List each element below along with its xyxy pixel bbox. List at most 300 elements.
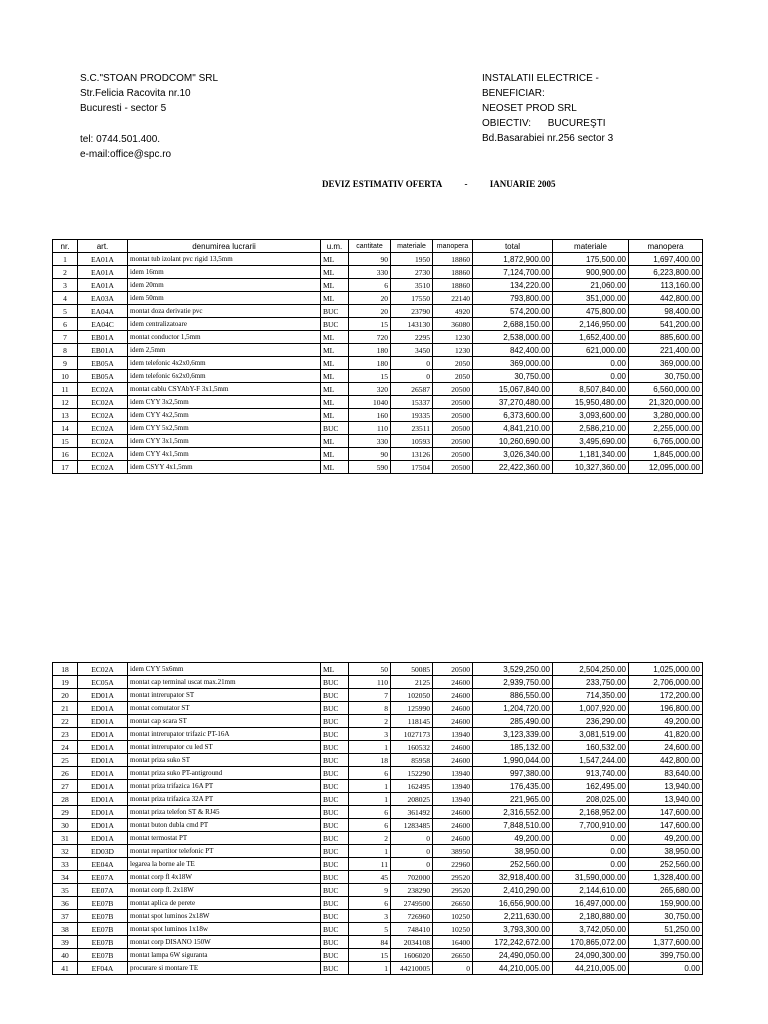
table-row bbox=[53, 871, 703, 884]
cell-unit-material: 1606020 bbox=[391, 949, 433, 962]
client-line-1: INSTALATII ELECTRICE - bbox=[482, 73, 599, 84]
cell-unit-labor: 24600 bbox=[433, 806, 473, 819]
cell-nr: 12 bbox=[53, 396, 78, 409]
cell-unit-material: 19335 bbox=[391, 409, 433, 422]
cell-quantity: 90 bbox=[349, 253, 391, 266]
cell-labor-total: 147,600.00 bbox=[629, 806, 703, 819]
cell-unit-labor: 20500 bbox=[433, 409, 473, 422]
cell-nr: 29 bbox=[53, 806, 78, 819]
cell-total: 285,490.00 bbox=[473, 715, 553, 728]
col-denumirea: denumirea lucrarii bbox=[128, 240, 321, 253]
cell-unit-labor: 0 bbox=[433, 962, 473, 975]
table-row bbox=[53, 715, 703, 728]
cell-unit-material: 23511 bbox=[391, 422, 433, 435]
cell-quantity: 160 bbox=[349, 409, 391, 422]
cell-description: montat cap terminal uscat max.21mm bbox=[128, 676, 321, 689]
cell-unit-material: 0 bbox=[391, 832, 433, 845]
cell-description: idem CYY 5x6mm bbox=[128, 663, 321, 676]
cell-unit-labor: 20500 bbox=[433, 383, 473, 396]
cell-art: ED01A bbox=[78, 754, 128, 767]
col-um: u.m. bbox=[321, 240, 349, 253]
table-body-page-2 bbox=[53, 663, 703, 975]
cell-total: 997,380.00 bbox=[473, 767, 553, 780]
col-total: total bbox=[473, 240, 553, 253]
cell-material-total: 1,547,244.00 bbox=[553, 754, 629, 767]
cell-quantity: 5 bbox=[349, 923, 391, 936]
cell-art: EC02A bbox=[78, 663, 128, 676]
cell-unit-material: 361492 bbox=[391, 806, 433, 819]
cell-unit-labor: 13940 bbox=[433, 793, 473, 806]
cell-total: 3,026,340.00 bbox=[473, 448, 553, 461]
table-row bbox=[53, 370, 703, 383]
table-row bbox=[53, 767, 703, 780]
cell-quantity: 590 bbox=[349, 461, 391, 474]
cell-unit-labor: 29520 bbox=[433, 884, 473, 897]
cell-um: ML bbox=[321, 344, 349, 357]
cell-material-total: 1,652,400.00 bbox=[553, 331, 629, 344]
cell-um: BUC bbox=[321, 754, 349, 767]
cell-unit-labor: 20500 bbox=[433, 396, 473, 409]
cell-unit-material: 44210005 bbox=[391, 962, 433, 975]
cell-material-total: 233,750.00 bbox=[553, 676, 629, 689]
col-manopera-unit: manopera bbox=[433, 240, 473, 253]
cell-unit-material: 2034108 bbox=[391, 936, 433, 949]
cell-material-total: 0.00 bbox=[553, 832, 629, 845]
cell-description: montat lampa 6W siguranta bbox=[128, 949, 321, 962]
cell-description: montat buton dubla cmd PT bbox=[128, 819, 321, 832]
cell-description: montat termostat PT bbox=[128, 832, 321, 845]
title-right: IANUARIE 2005 bbox=[489, 179, 556, 189]
table-row bbox=[53, 793, 703, 806]
cell-unit-labor: 24600 bbox=[433, 819, 473, 832]
cell-total: 1,872,900.00 bbox=[473, 253, 553, 266]
cell-total: 15,067,840.00 bbox=[473, 383, 553, 396]
cell-art: EA04C bbox=[78, 318, 128, 331]
cell-quantity: 2 bbox=[349, 832, 391, 845]
cell-description: montat priza suko PT-antiground bbox=[128, 767, 321, 780]
table-body-page-1 bbox=[53, 253, 703, 474]
cell-total: 2,538,000.00 bbox=[473, 331, 553, 344]
cell-labor-total: 196,800.00 bbox=[629, 702, 703, 715]
cell-art: EC02A bbox=[78, 461, 128, 474]
cell-material-total: 2,180,880.00 bbox=[553, 910, 629, 923]
cell-description: montat priza suko ST bbox=[128, 754, 321, 767]
cell-um: BUC bbox=[321, 422, 349, 435]
cell-labor-total: 24,600.00 bbox=[629, 741, 703, 754]
cell-unit-material: 152290 bbox=[391, 767, 433, 780]
cell-art: EC02A bbox=[78, 409, 128, 422]
cell-total: 22,422,360.00 bbox=[473, 461, 553, 474]
cell-nr: 35 bbox=[53, 884, 78, 897]
cell-nr: 26 bbox=[53, 767, 78, 780]
company-phone: tel: 0744.501.400. bbox=[80, 134, 161, 145]
cell-um: ML bbox=[321, 253, 349, 266]
cell-labor-total: 6,223,800.00 bbox=[629, 266, 703, 279]
cell-um: BUC bbox=[321, 819, 349, 832]
cell-quantity: 3 bbox=[349, 728, 391, 741]
cell-unit-material: 3510 bbox=[391, 279, 433, 292]
cell-description: montat comutator ST bbox=[128, 702, 321, 715]
cell-description: montat cablu CSYAbY-F 3x1,5mm bbox=[128, 383, 321, 396]
cell-total: 4,841,210.00 bbox=[473, 422, 553, 435]
cell-unit-labor: 4920 bbox=[433, 305, 473, 318]
cell-unit-material: 26587 bbox=[391, 383, 433, 396]
col-materiale-unit: materiale bbox=[391, 240, 433, 253]
cell-description: montat spot luminos 2x18W bbox=[128, 910, 321, 923]
cell-material-total: 170,865,072.00 bbox=[553, 936, 629, 949]
cell-unit-labor: 36080 bbox=[433, 318, 473, 331]
cell-unit-labor: 2050 bbox=[433, 357, 473, 370]
cell-material-total: 31,590,000.00 bbox=[553, 871, 629, 884]
cell-um: ML bbox=[321, 383, 349, 396]
table-row bbox=[53, 331, 703, 344]
cell-material-total: 0.00 bbox=[553, 845, 629, 858]
cell-um: BUC bbox=[321, 715, 349, 728]
cell-unit-labor: 1230 bbox=[433, 344, 473, 357]
cell-unit-material: 2295 bbox=[391, 331, 433, 344]
cell-unit-labor: 20500 bbox=[433, 422, 473, 435]
cell-material-total: 2,146,950.00 bbox=[553, 318, 629, 331]
cell-unit-labor: 1230 bbox=[433, 331, 473, 344]
client-line-3: NEOSET PROD SRL bbox=[482, 103, 577, 114]
cell-unit-material: 125990 bbox=[391, 702, 433, 715]
table-row bbox=[53, 461, 703, 474]
cell-material-total: 1,007,920.00 bbox=[553, 702, 629, 715]
cell-material-total: 7,700,910.00 bbox=[553, 819, 629, 832]
table-row bbox=[53, 832, 703, 845]
table-row bbox=[53, 754, 703, 767]
cell-unit-material: 2730 bbox=[391, 266, 433, 279]
cell-nr: 5 bbox=[53, 305, 78, 318]
cell-description: idem 16mm bbox=[128, 266, 321, 279]
cell-unit-material: 702000 bbox=[391, 871, 433, 884]
cell-um: ML bbox=[321, 292, 349, 305]
cell-description: idem 2,5mm bbox=[128, 344, 321, 357]
cell-quantity: 1 bbox=[349, 845, 391, 858]
cell-art: EE07B bbox=[78, 897, 128, 910]
estimate-table-page-1 bbox=[52, 239, 703, 474]
cell-unit-material: 160532 bbox=[391, 741, 433, 754]
cell-quantity: 1 bbox=[349, 962, 391, 975]
cell-um: BUC bbox=[321, 936, 349, 949]
cell-labor-total: 442,800.00 bbox=[629, 292, 703, 305]
client-block bbox=[482, 71, 613, 146]
cell-material-total: 162,495.00 bbox=[553, 780, 629, 793]
cell-total: 3,529,250.00 bbox=[473, 663, 553, 676]
col-nr: nr. bbox=[53, 240, 78, 253]
cell-um: BUC bbox=[321, 832, 349, 845]
cell-unit-material: 10593 bbox=[391, 435, 433, 448]
company-email[interactable]: e-mail:office@spc.ro bbox=[80, 149, 172, 160]
cell-description: idem centralizatoare bbox=[128, 318, 321, 331]
col-manopera-total: manopera bbox=[629, 240, 703, 253]
cell-quantity: 180 bbox=[349, 357, 391, 370]
cell-unit-material: 238290 bbox=[391, 884, 433, 897]
table-row bbox=[53, 344, 703, 357]
cell-quantity: 2 bbox=[349, 715, 391, 728]
cell-nr: 40 bbox=[53, 949, 78, 962]
cell-material-total: 900,900.00 bbox=[553, 266, 629, 279]
cell-unit-material: 748410 bbox=[391, 923, 433, 936]
cell-um: BUC bbox=[321, 858, 349, 871]
cell-total: 886,550.00 bbox=[473, 689, 553, 702]
cell-nr: 14 bbox=[53, 422, 78, 435]
cell-nr: 13 bbox=[53, 409, 78, 422]
client-line-2: BENEFICIAR: bbox=[482, 88, 545, 99]
cell-art: EE04A bbox=[78, 858, 128, 871]
cell-description: montat corp fl. 2x18W bbox=[128, 884, 321, 897]
table-row bbox=[53, 923, 703, 936]
cell-nr: 21 bbox=[53, 702, 78, 715]
cell-description: montat corp DISANO 150W bbox=[128, 936, 321, 949]
cell-unit-material: 208025 bbox=[391, 793, 433, 806]
table-row bbox=[53, 884, 703, 897]
cell-art: EF04A bbox=[78, 962, 128, 975]
cell-quantity: 6 bbox=[349, 806, 391, 819]
cell-material-total: 2,504,250.00 bbox=[553, 663, 629, 676]
cell-total: 221,965.00 bbox=[473, 793, 553, 806]
cell-total: 369,000.00 bbox=[473, 357, 553, 370]
cell-nr: 34 bbox=[53, 871, 78, 884]
cell-labor-total: 38,950.00 bbox=[629, 845, 703, 858]
cell-um: BUC bbox=[321, 780, 349, 793]
cell-material-total: 44,210,005.00 bbox=[553, 962, 629, 975]
cell-nr: 32 bbox=[53, 845, 78, 858]
cell-labor-total: 98,400.00 bbox=[629, 305, 703, 318]
cell-art: ED01A bbox=[78, 819, 128, 832]
cell-art: EB05A bbox=[78, 357, 128, 370]
cell-unit-labor: 13940 bbox=[433, 767, 473, 780]
cell-unit-material: 23790 bbox=[391, 305, 433, 318]
cell-labor-total: 369,000.00 bbox=[629, 357, 703, 370]
cell-nr: 19 bbox=[53, 676, 78, 689]
cell-labor-total: 1,845,000.00 bbox=[629, 448, 703, 461]
cell-unit-labor: 18860 bbox=[433, 279, 473, 292]
cell-um: BUC bbox=[321, 845, 349, 858]
cell-um: BUC bbox=[321, 923, 349, 936]
cell-total: 2,316,552.00 bbox=[473, 806, 553, 819]
cell-description: procurare si montare TE bbox=[128, 962, 321, 975]
cell-unit-labor: 13940 bbox=[433, 780, 473, 793]
cell-unit-material: 13126 bbox=[391, 448, 433, 461]
cell-nr: 2 bbox=[53, 266, 78, 279]
cell-material-total: 236,290.00 bbox=[553, 715, 629, 728]
cell-unit-material: 0 bbox=[391, 370, 433, 383]
cell-description: idem 50mm bbox=[128, 292, 321, 305]
cell-um: BUC bbox=[321, 962, 349, 975]
company-block bbox=[80, 71, 218, 116]
cell-unit-labor: 20500 bbox=[433, 461, 473, 474]
table-row bbox=[53, 780, 703, 793]
contact-block bbox=[80, 132, 171, 162]
table-row bbox=[53, 806, 703, 819]
cell-art: EE07B bbox=[78, 949, 128, 962]
cell-quantity: 6 bbox=[349, 767, 391, 780]
cell-nr: 9 bbox=[53, 357, 78, 370]
cell-total: 16,656,900.00 bbox=[473, 897, 553, 910]
cell-nr: 36 bbox=[53, 897, 78, 910]
cell-quantity: 1 bbox=[349, 741, 391, 754]
table-row bbox=[53, 279, 703, 292]
cell-total: 3,123,339.00 bbox=[473, 728, 553, 741]
cell-nr: 27 bbox=[53, 780, 78, 793]
col-cantitate: cantitate bbox=[349, 240, 391, 253]
cell-nr: 8 bbox=[53, 344, 78, 357]
cell-material-total: 0.00 bbox=[553, 858, 629, 871]
table-row bbox=[53, 858, 703, 871]
cell-description: idem CYY 3x2,5mm bbox=[128, 396, 321, 409]
client-line-4: OBIECTIV: BUCUREŞTI bbox=[482, 118, 606, 129]
cell-description: idem CYY 4x1,5mm bbox=[128, 448, 321, 461]
cell-um: BUC bbox=[321, 871, 349, 884]
cell-quantity: 9 bbox=[349, 884, 391, 897]
cell-nr: 28 bbox=[53, 793, 78, 806]
cell-material-total: 21,060.00 bbox=[553, 279, 629, 292]
cell-quantity: 6 bbox=[349, 897, 391, 910]
cell-art: EC05A bbox=[78, 676, 128, 689]
table-row bbox=[53, 383, 703, 396]
cell-material-total: 2,586,210.00 bbox=[553, 422, 629, 435]
cell-unit-labor: 22960 bbox=[433, 858, 473, 871]
company-street: Str.Felicia Racovita nr.10 bbox=[80, 88, 191, 99]
cell-unit-material: 0 bbox=[391, 858, 433, 871]
cell-quantity: 1040 bbox=[349, 396, 391, 409]
cell-total: 252,560.00 bbox=[473, 858, 553, 871]
cell-quantity: 7 bbox=[349, 689, 391, 702]
cell-labor-total: 30,750.00 bbox=[629, 910, 703, 923]
cell-total: 172,242,672.00 bbox=[473, 936, 553, 949]
cell-nr: 16 bbox=[53, 448, 78, 461]
cell-description: montat priza trifazica 16A PT bbox=[128, 780, 321, 793]
cell-um: BUC bbox=[321, 676, 349, 689]
cell-labor-total: 172,200.00 bbox=[629, 689, 703, 702]
cell-nr: 18 bbox=[53, 663, 78, 676]
cell-quantity: 90 bbox=[349, 448, 391, 461]
cell-um: BUC bbox=[321, 910, 349, 923]
cell-art: ED01A bbox=[78, 767, 128, 780]
cell-art: EE07B bbox=[78, 923, 128, 936]
cell-um: ML bbox=[321, 461, 349, 474]
cell-um: BUC bbox=[321, 689, 349, 702]
cell-material-total: 24,090,300.00 bbox=[553, 949, 629, 962]
cell-unit-material: 118145 bbox=[391, 715, 433, 728]
cell-labor-total: 221,400.00 bbox=[629, 344, 703, 357]
cell-quantity: 330 bbox=[349, 266, 391, 279]
cell-total: 3,793,300.00 bbox=[473, 923, 553, 936]
cell-labor-total: 2,255,000.00 bbox=[629, 422, 703, 435]
cell-material-total: 10,327,360.00 bbox=[553, 461, 629, 474]
cell-unit-labor: 38950 bbox=[433, 845, 473, 858]
cell-art: EA04A bbox=[78, 305, 128, 318]
cell-unit-labor: 26650 bbox=[433, 949, 473, 962]
cell-description: montat conductor 1,5mm bbox=[128, 331, 321, 344]
cell-quantity: 110 bbox=[349, 422, 391, 435]
cell-labor-total: 159,900.00 bbox=[629, 897, 703, 910]
cell-art: EC02A bbox=[78, 396, 128, 409]
cell-labor-total: 49,200.00 bbox=[629, 715, 703, 728]
cell-um: BUC bbox=[321, 318, 349, 331]
cell-um: BUC bbox=[321, 702, 349, 715]
cell-nr: 24 bbox=[53, 741, 78, 754]
cell-unit-material: 2749500 bbox=[391, 897, 433, 910]
cell-quantity: 330 bbox=[349, 435, 391, 448]
table-row bbox=[53, 266, 703, 279]
cell-unit-labor: 18860 bbox=[433, 253, 473, 266]
cell-description: montat intrerupator ST bbox=[128, 689, 321, 702]
cell-quantity: 20 bbox=[349, 305, 391, 318]
table-row bbox=[53, 396, 703, 409]
cell-nr: 41 bbox=[53, 962, 78, 975]
cell-material-total: 2,168,952.00 bbox=[553, 806, 629, 819]
cell-um: BUC bbox=[321, 806, 349, 819]
cell-total: 37,270,480.00 bbox=[473, 396, 553, 409]
cell-um: ML bbox=[321, 663, 349, 676]
cell-nr: 17 bbox=[53, 461, 78, 474]
cell-unit-material: 2125 bbox=[391, 676, 433, 689]
cell-um: BUC bbox=[321, 767, 349, 780]
cell-nr: 37 bbox=[53, 910, 78, 923]
cell-nr: 38 bbox=[53, 923, 78, 936]
cell-total: 1,204,720.00 bbox=[473, 702, 553, 715]
cell-total: 134,220.00 bbox=[473, 279, 553, 292]
cell-labor-total: 49,200.00 bbox=[629, 832, 703, 845]
cell-nr: 15 bbox=[53, 435, 78, 448]
cell-unit-labor: 24600 bbox=[433, 676, 473, 689]
cell-quantity: 720 bbox=[349, 331, 391, 344]
table-row bbox=[53, 357, 703, 370]
cell-total: 6,373,600.00 bbox=[473, 409, 553, 422]
cell-art: EE07B bbox=[78, 910, 128, 923]
table-row bbox=[53, 910, 703, 923]
cell-art: EB05A bbox=[78, 370, 128, 383]
cell-quantity: 50 bbox=[349, 663, 391, 676]
cell-total: 574,200.00 bbox=[473, 305, 553, 318]
cell-art: ED01A bbox=[78, 793, 128, 806]
cell-material-total: 0.00 bbox=[553, 370, 629, 383]
cell-art: EC02A bbox=[78, 448, 128, 461]
cell-total: 2,939,750.00 bbox=[473, 676, 553, 689]
cell-quantity: 6 bbox=[349, 819, 391, 832]
cell-art: EB01A bbox=[78, 331, 128, 344]
cell-unit-labor: 24600 bbox=[433, 741, 473, 754]
table-row bbox=[53, 292, 703, 305]
cell-unit-labor: 26650 bbox=[433, 897, 473, 910]
cell-labor-total: 442,800.00 bbox=[629, 754, 703, 767]
cell-labor-total: 83,640.00 bbox=[629, 767, 703, 780]
cell-unit-material: 15337 bbox=[391, 396, 433, 409]
cell-material-total: 621,000.00 bbox=[553, 344, 629, 357]
cell-total: 49,200.00 bbox=[473, 832, 553, 845]
cell-labor-total: 6,560,000.00 bbox=[629, 383, 703, 396]
cell-quantity: 1 bbox=[349, 793, 391, 806]
cell-total: 30,750.00 bbox=[473, 370, 553, 383]
cell-nr: 22 bbox=[53, 715, 78, 728]
cell-description: montat repartitor telefonic PT bbox=[128, 845, 321, 858]
cell-material-total: 15,950,480.00 bbox=[553, 396, 629, 409]
cell-labor-total: 0.00 bbox=[629, 962, 703, 975]
cell-material-total: 16,497,000.00 bbox=[553, 897, 629, 910]
cell-labor-total: 6,765,000.00 bbox=[629, 435, 703, 448]
cell-total: 185,132.00 bbox=[473, 741, 553, 754]
cell-unit-labor: 24600 bbox=[433, 832, 473, 845]
table-row bbox=[53, 676, 703, 689]
cell-labor-total: 2,706,000.00 bbox=[629, 676, 703, 689]
cell-total: 10,260,690.00 bbox=[473, 435, 553, 448]
cell-art: EA01A bbox=[78, 266, 128, 279]
cell-description: idem telefonic 4x2x0,6mm bbox=[128, 357, 321, 370]
cell-art: EA03A bbox=[78, 292, 128, 305]
cell-material-total: 913,740.00 bbox=[553, 767, 629, 780]
